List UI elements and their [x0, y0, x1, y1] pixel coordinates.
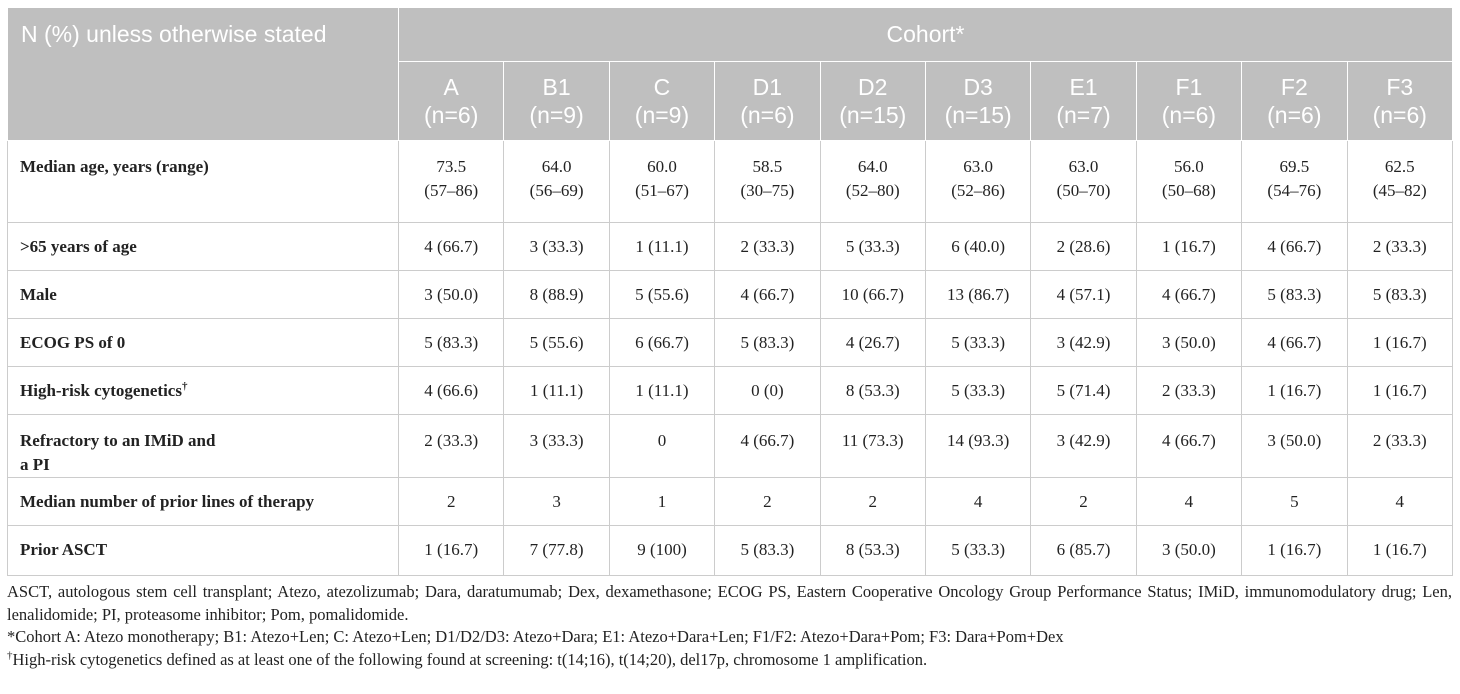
table-cell: 3 (33.3)	[504, 223, 609, 271]
table-cell: 1 (11.1)	[609, 367, 714, 415]
table-cell: 1 (16.7)	[399, 526, 504, 576]
table-cell: 7 (77.8)	[504, 526, 609, 576]
column-name: F1	[1175, 74, 1203, 100]
column-name: D1	[752, 74, 783, 100]
table-cell: 4 (66.7)	[715, 415, 820, 478]
corner-header: N (%) unless otherwise stated	[8, 8, 399, 141]
cell-value: 64.0	[541, 157, 572, 176]
table-cell: 1 (11.1)	[504, 367, 609, 415]
cell-value: 60.0	[647, 157, 677, 176]
row-label: Median age, years (range)	[8, 141, 399, 223]
row-label: Male	[8, 271, 399, 319]
cohort-header: Cohort*	[399, 8, 1453, 62]
table-cell: 11 (73.3)	[820, 415, 925, 478]
cell-value: 63.0	[1068, 157, 1099, 176]
table-row-over-65	[8, 223, 1453, 271]
column-n: (n=7)	[1056, 102, 1111, 128]
column-n: (n=15)	[839, 102, 907, 128]
table-cell: 2	[715, 478, 820, 526]
table-cell: 5 (55.6)	[504, 319, 609, 367]
table-cell: 5	[1242, 478, 1347, 526]
table-cell: 2 (33.3)	[399, 415, 504, 478]
dagger-mark: †	[181, 380, 188, 393]
cell-value: 63.0	[963, 157, 994, 176]
table-cell	[715, 141, 820, 223]
column-header-b1	[504, 62, 609, 141]
column-header-d3	[925, 62, 1030, 141]
cell-value: 58.5	[752, 157, 783, 176]
table-cell: 4	[1347, 478, 1452, 526]
table-cell: 1 (11.1)	[609, 223, 714, 271]
cell-value: 73.5	[436, 157, 467, 176]
table-cell	[1347, 141, 1452, 223]
table-cell: 5 (83.3)	[715, 526, 820, 576]
table-cell: 2	[399, 478, 504, 526]
table-cell: 4	[925, 478, 1030, 526]
table-cell: 0 (0)	[715, 367, 820, 415]
table-cell: 4 (66.7)	[1136, 415, 1241, 478]
table-cell: 5 (33.3)	[925, 319, 1030, 367]
table-cell: 4 (66.7)	[1242, 223, 1347, 271]
table-cell: 3	[504, 478, 609, 526]
row-label: ECOG PS of 0	[8, 319, 399, 367]
table-cell: 1 (16.7)	[1347, 319, 1452, 367]
table-cell: 4 (66.7)	[1136, 271, 1241, 319]
cell-range: (30–75)	[740, 181, 795, 200]
cell-range: (51–67)	[635, 181, 689, 200]
row-label-line: Refractory to an IMiD and	[20, 431, 216, 450]
column-header-c	[609, 62, 714, 141]
table-cell: 3 (50.0)	[399, 271, 504, 319]
table-figure	[7, 7, 1452, 671]
table-cell: 6 (66.7)	[609, 319, 714, 367]
table-cell: 2 (33.3)	[1347, 223, 1452, 271]
table-cell: 8 (53.3)	[820, 367, 925, 415]
cell-range: (52–86)	[951, 181, 1006, 200]
cohort-footnote: *Cohort A: Atezo monotherapy; B1: Atezo+Len; C: Atezo+Len; D1/D2/D3: Atezo+Dara; E1: Atezo+Dara+Len; F1/F2: Atezo+Dara+Pom; F3: Dara+Pom+Dex	[7, 627, 1064, 646]
table-cell: 1 (16.7)	[1242, 526, 1347, 576]
row-label: >65 years of age	[8, 223, 399, 271]
table-cell: 1	[609, 478, 714, 526]
table-cell: 8 (88.9)	[504, 271, 609, 319]
table-cell: 1 (16.7)	[1242, 367, 1347, 415]
table-cell: 14 (93.3)	[925, 415, 1030, 478]
table-row-prior-lines	[8, 478, 1453, 526]
cell-range: (50–68)	[1162, 181, 1216, 200]
table-cell	[925, 141, 1030, 223]
table-cell: 3 (42.9)	[1031, 415, 1136, 478]
table-cell: 3 (42.9)	[1031, 319, 1136, 367]
column-n: (n=9)	[634, 102, 690, 128]
row-label: Prior ASCT	[8, 526, 399, 576]
column-header-f1	[1136, 62, 1241, 141]
table-cell: 2 (33.3)	[1136, 367, 1241, 415]
column-n: (n=6)	[1161, 102, 1217, 128]
cell-range: (57–86)	[424, 181, 479, 200]
row-label	[8, 415, 399, 478]
row-label-text: High-risk cytogenetics	[20, 381, 182, 400]
table-cell: 5 (83.3)	[399, 319, 504, 367]
cell-range: (56–69)	[529, 181, 584, 200]
column-name: D2	[858, 74, 888, 100]
table-row-cytogenetics	[8, 367, 1453, 415]
table-cell: 2 (33.3)	[1347, 415, 1452, 478]
table-cell: 4 (66.7)	[1242, 319, 1347, 367]
column-name: F2	[1280, 74, 1308, 100]
table-cell: 2	[1031, 478, 1136, 526]
table-cell: 5 (33.3)	[925, 526, 1030, 576]
table-cell: 5 (83.3)	[1347, 271, 1452, 319]
table-cell: 4 (66.7)	[399, 223, 504, 271]
table-cell: 13 (86.7)	[925, 271, 1030, 319]
table-cell: 5 (33.3)	[820, 223, 925, 271]
table-row-prior-asct	[8, 526, 1453, 576]
table-row-ecog	[8, 319, 1453, 367]
table-cell: 9 (100)	[609, 526, 714, 576]
table-cell	[1031, 141, 1136, 223]
row-label	[8, 367, 399, 415]
table-cell: 2 (28.6)	[1031, 223, 1136, 271]
table-cell: 4 (66.7)	[715, 271, 820, 319]
cell-range: (50–70)	[1056, 181, 1111, 200]
column-name: D3	[963, 74, 993, 100]
table-cell: 1 (16.7)	[1347, 367, 1452, 415]
table-row-refractory	[8, 415, 1453, 478]
table-cell: 3 (50.0)	[1136, 526, 1241, 576]
table-body	[8, 141, 1453, 576]
cell-value: 64.0	[857, 157, 888, 176]
row-label-line: a PI	[20, 455, 50, 474]
column-header-a	[399, 62, 504, 141]
column-name: C	[653, 74, 671, 100]
table-footnotes	[7, 581, 1452, 671]
table-cell: 6 (40.0)	[925, 223, 1030, 271]
column-header-d1	[715, 62, 820, 141]
dagger-mark: †	[7, 649, 13, 661]
table-cell: 1 (16.7)	[1347, 526, 1452, 576]
table-row-male	[8, 271, 1453, 319]
table-cell: 4 (66.6)	[399, 367, 504, 415]
cell-value: 69.5	[1279, 157, 1310, 176]
table-cell	[504, 141, 609, 223]
table-cell: 3 (50.0)	[1242, 415, 1347, 478]
table-cell: 5 (33.3)	[925, 367, 1030, 415]
table-cell: 5 (83.3)	[715, 319, 820, 367]
column-n: (n=6)	[1372, 102, 1427, 128]
table-cell: 5 (83.3)	[1242, 271, 1347, 319]
column-name: E1	[1069, 74, 1098, 100]
column-n: (n=15)	[944, 102, 1012, 128]
table-cell: 4 (26.7)	[820, 319, 925, 367]
row-label: Median number of prior lines of therapy	[8, 478, 399, 526]
table-cell	[820, 141, 925, 223]
column-name: A	[443, 74, 459, 100]
column-n: (n=9)	[529, 102, 584, 128]
column-n: (n=6)	[740, 102, 795, 128]
abbreviations-note: ASCT, autologous stem cell transplant; Atezo, atezolizumab; Dara, daratumumab; Dex, dexamethasone; ECOG PS, Eastern Cooperative Oncology Group Performance Status; IMiD, immunomodulatory drug; Len, lenalidomide; PI, proteasome inhibitor; Pom, pomalidomide.	[7, 582, 1452, 624]
table-cell: 4	[1136, 478, 1241, 526]
column-header-f3	[1347, 62, 1452, 141]
cytogenetics-footnote-text: High-risk cytogenetics defined as at least one of the following found at screening: t(14;16), t(14;20), del17p, chromosome 1 amplification.	[12, 649, 928, 669]
table-cell: 2 (33.3)	[715, 223, 820, 271]
table-cell: 0	[609, 415, 714, 478]
table-cell	[609, 141, 714, 223]
table-cell: 10 (66.7)	[820, 271, 925, 319]
column-header-e1	[1031, 62, 1136, 141]
baseline-characteristics-table	[7, 7, 1453, 576]
table-cell: 3 (50.0)	[1136, 319, 1241, 367]
cell-value: 62.5	[1384, 157, 1415, 176]
column-header-d2	[820, 62, 925, 141]
column-name: B1	[542, 74, 571, 100]
table-cell: 1 (16.7)	[1136, 223, 1241, 271]
table-cell: 3 (33.3)	[504, 415, 609, 478]
table-cell	[1136, 141, 1241, 223]
column-n: (n=6)	[1267, 102, 1322, 128]
table-cell: 6 (85.7)	[1031, 526, 1136, 576]
table-cell	[1242, 141, 1347, 223]
table-cell	[399, 141, 504, 223]
cytogenetics-footnote	[7, 649, 1452, 672]
column-header-f2	[1242, 62, 1347, 141]
table-cell: 8 (53.3)	[820, 526, 925, 576]
cell-range: (45–82)	[1372, 181, 1427, 200]
column-n: (n=6)	[424, 102, 479, 128]
table-cell: 2	[820, 478, 925, 526]
table-cell: 5 (71.4)	[1031, 367, 1136, 415]
table-header	[8, 8, 1453, 141]
cell-range: (54–76)	[1267, 181, 1322, 200]
table-cell: 4 (57.1)	[1031, 271, 1136, 319]
table-row-median-age	[8, 141, 1453, 223]
cell-value: 56.0	[1174, 157, 1204, 176]
table-cell: 5 (55.6)	[609, 271, 714, 319]
column-name: F3	[1386, 74, 1414, 100]
cell-range: (52–80)	[845, 181, 900, 200]
